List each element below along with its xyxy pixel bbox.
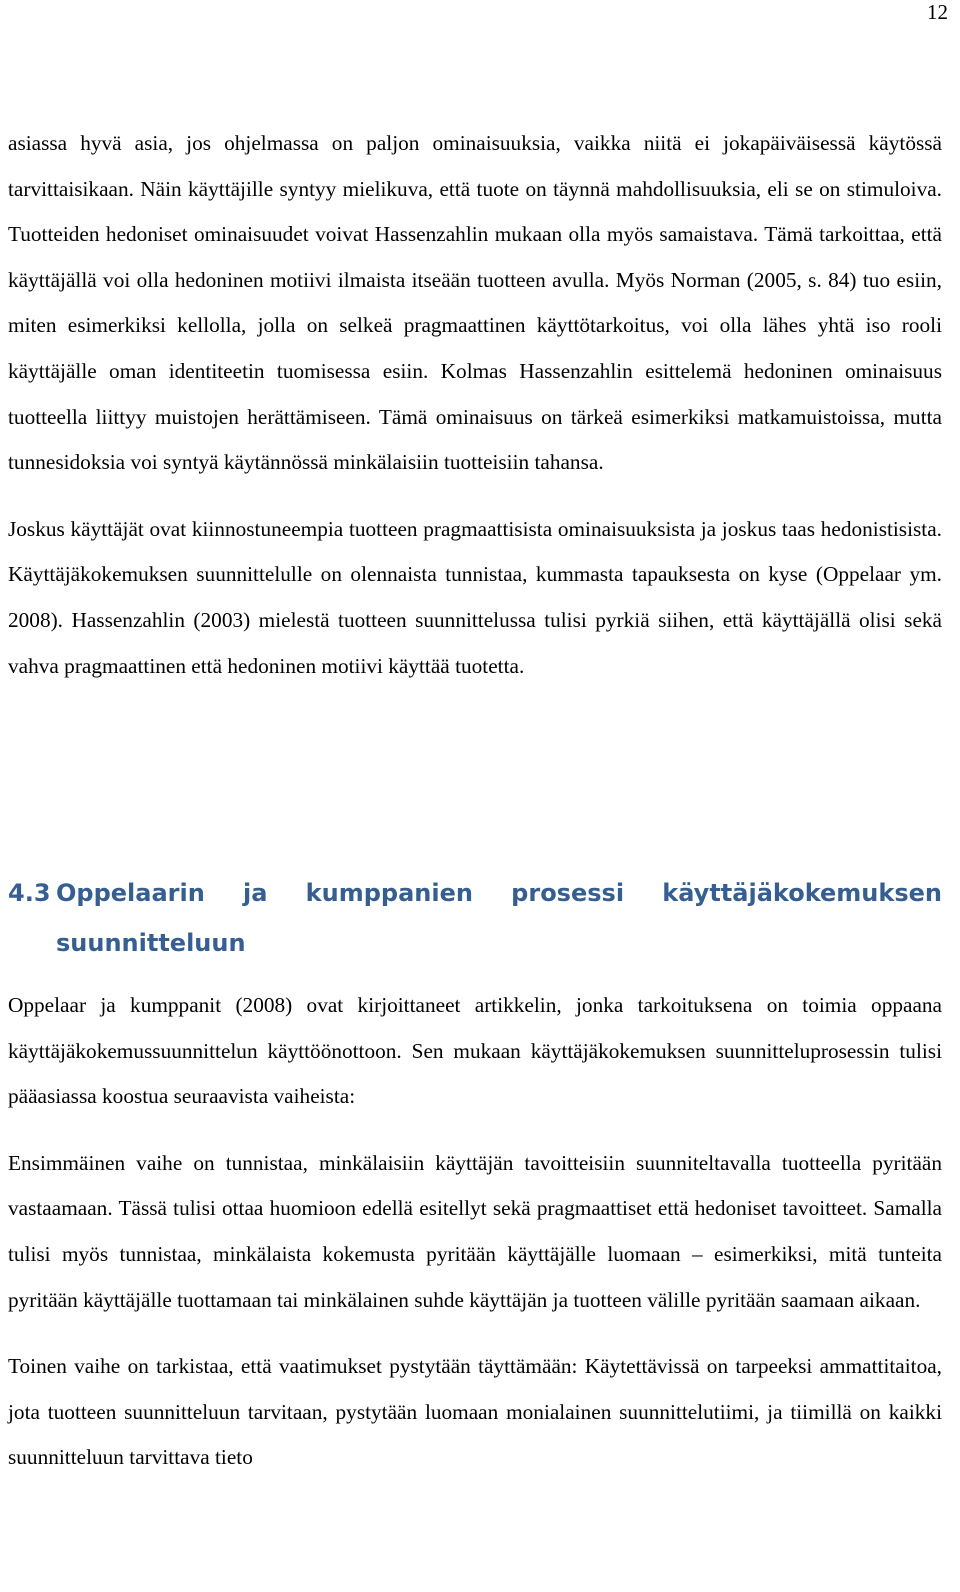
section-heading xyxy=(8,868,942,968)
paragraph-stimulating-features: asiassa hyvä asia, jos ohjelmassa on paljon ominaisuuksia, vaikka niitä ei jokapäiväisessä käytössä tarvittaisikaan. Näin käyttäjille syntyy mielikuva, että tuote on täynnä mahdollisuuksia, eli se on stimuloiva. Tuotteiden hedoniset ominaisuudet voivat Hassenzahlin mukaan olla myös samaistava. Tämä tarkoittaa, että käyttäjällä voi olla hedoninen motiivi ilmaista itseään tuotteen avulla. Myös Norman (2005, s. 84) tuo esiin, miten esimerkiksi kellolla, jolla on selkeä pragmaattinen käyttötarkoitus, voi olla lähes yhtä iso rooli käyttäjälle oman identiteetin tuomisessa esiin. Kolmas Hassenzahlin esittelemä hedoninen ominaisuus tuotteella liittyy muistojen herättämiseen. Tämä ominaisuus on tärkeä esimerkiksi matkamuistoissa, mutta tunnesidoksia voi syntyä käytännössä minkälaisiin tuotteisiin tahansa. xyxy=(8,131,942,475)
paragraph-second-phase: Toinen vaihe on tarkistaa, että vaatimukset pystytään täyttämään: Käytettävissä on tarpeeksi ammattitaitoa, jota tuotteen suunnitteluun tarvitaan, pystytään luomaan monialainen suunnittelutiimi, ja tiimillä on kaikki suunnitteluun tarvittava tieto xyxy=(8,1354,942,1470)
section-title xyxy=(8,868,942,968)
body-text-section xyxy=(8,983,942,1481)
section-number: 4.3 xyxy=(8,879,51,907)
paragraph-pragmatic-vs-hedonic: Joskus käyttäjät ovat kiinnostuneempia tuotteen pragmaattisista ominaisuuksista ja joskus taas hedonistisista. Käyttäjäkokemuksen suunnittelulle on olennaista tunnistaa, kummasta tapauksesta on kyse (Oppelaar ym. 2008). Hassenzahlin (2003) mielestä tuotteen suunnittelussa tulisi pyrkiä siihen, että käyttäjällä olisi sekä vahva pragmaattinen että hedoninen motiivi käyttää tuotetta. xyxy=(8,516,942,678)
body-text-top xyxy=(8,121,942,689)
paragraph-oppelaar-intro: Oppelaar ja kumppanit (2008) ovat kirjoittaneet artikkelin, jonka tarkoituksena on toimia oppaana käyttäjäkokemussuunnittelun käyttöönottoon. Sen mukaan käyttäjäkokemuksen suunnitteluprosessin tulisi pääasiassa koostua seuraavista vaiheista: xyxy=(8,993,942,1109)
section-title-text: Oppelaarin ja kumppanien prosessi käyttäjäkokemuksen suunnitteluun xyxy=(56,879,942,957)
page-number: 12 xyxy=(927,0,948,24)
paragraph-first-phase: Ensimmäinen vaihe on tunnistaa, minkälaisiin käyttäjän tavoitteisiin suunniteltavalla tuotteella pyritään vastaamaan. Tässä tulisi ottaa huomioon edellä esitellyt sekä pragmaattiset että hedoniset tavoitteet. Samalla tulisi myös tunnistaa, minkälaista kokemusta pyritään käyttäjälle luomaan – esimerkiksi, mitä tunteita pyritään käyttäjälle tuottamaan tai minkälainen suhde käyttäjän ja tuotteen välille pyritään saamaan aikaan. xyxy=(8,1150,942,1312)
